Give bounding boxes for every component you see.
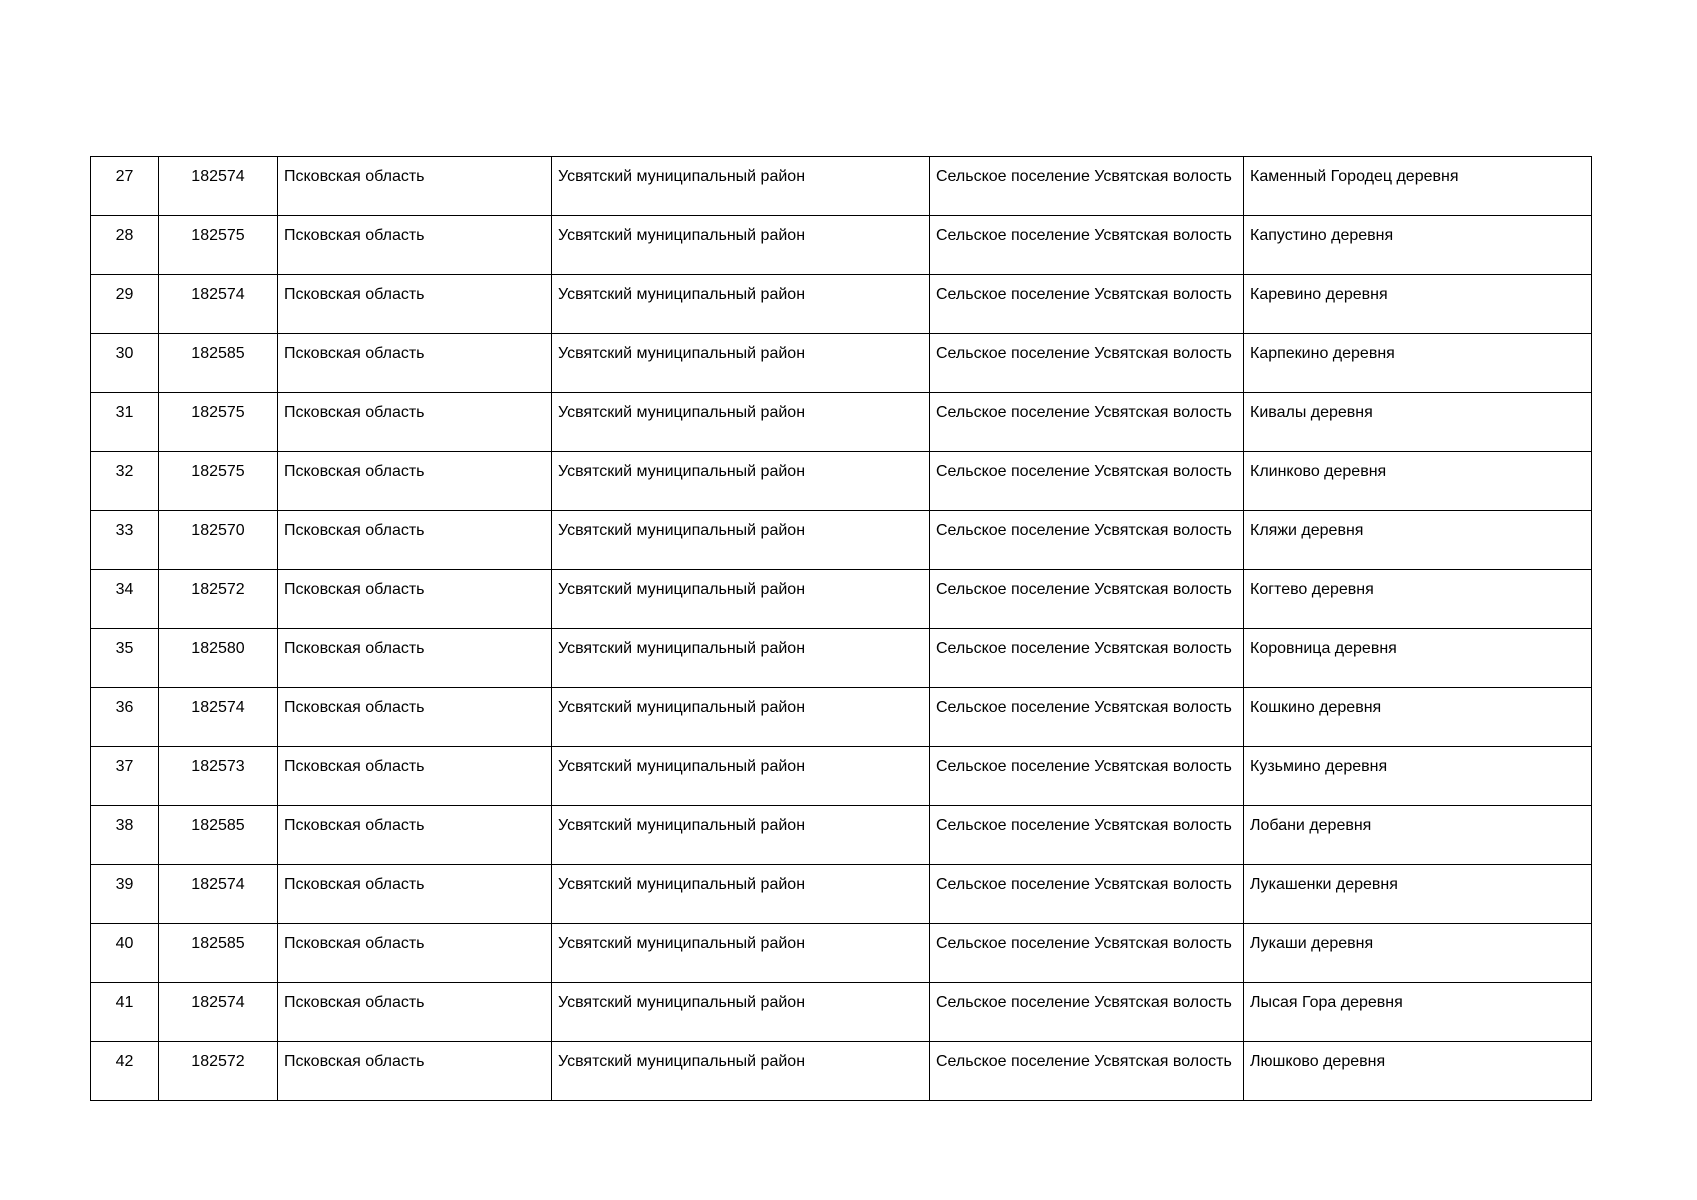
settlement-cell: Сельское поселение Усвятская волость: [930, 865, 1244, 924]
locality-cell: Люшково деревня: [1244, 1042, 1592, 1101]
row-number-cell: 41: [91, 983, 159, 1042]
settlement-cell: Сельское поселение Усвятская волость: [930, 1042, 1244, 1101]
settlement-cell: Сельское поселение Усвятская волость: [930, 334, 1244, 393]
postal-index-cell: 182574: [159, 983, 278, 1042]
locality-cell: Лукашенки деревня: [1244, 865, 1592, 924]
district-cell: Усвятский муниципальный район: [552, 983, 930, 1042]
row-number-cell: 37: [91, 747, 159, 806]
row-number-cell: 42: [91, 1042, 159, 1101]
region-cell: Псковская область: [278, 806, 552, 865]
postal-index-cell: 182574: [159, 688, 278, 747]
locality-cell: Клинково деревня: [1244, 452, 1592, 511]
district-cell: Усвятский муниципальный район: [552, 452, 930, 511]
settlement-cell: Сельское поселение Усвятская волость: [930, 393, 1244, 452]
postal-index-cell: 182574: [159, 157, 278, 216]
table-row: [91, 157, 1592, 216]
row-number-cell: 39: [91, 865, 159, 924]
settlement-cell: Сельское поселение Усвятская волость: [930, 216, 1244, 275]
locality-cell: Когтево деревня: [1244, 570, 1592, 629]
district-cell: Усвятский муниципальный район: [552, 570, 930, 629]
row-number-cell: 28: [91, 216, 159, 275]
region-cell: Псковская область: [278, 1042, 552, 1101]
row-number-cell: 33: [91, 511, 159, 570]
table-row: [91, 334, 1592, 393]
settlement-cell: Сельское поселение Усвятская волость: [930, 570, 1244, 629]
postal-index-cell: 182572: [159, 1042, 278, 1101]
district-cell: Усвятский муниципальный район: [552, 393, 930, 452]
row-number-cell: 32: [91, 452, 159, 511]
row-number-cell: 27: [91, 157, 159, 216]
postal-index-cell: 182575: [159, 216, 278, 275]
postal-index-cell: 182580: [159, 629, 278, 688]
postal-index-cell: 182573: [159, 747, 278, 806]
locality-cell: Капустино деревня: [1244, 216, 1592, 275]
district-cell: Усвятский муниципальный район: [552, 511, 930, 570]
row-number-cell: 36: [91, 688, 159, 747]
table-row: [91, 216, 1592, 275]
settlement-cell: Сельское поселение Усвятская волость: [930, 629, 1244, 688]
table-body: [91, 157, 1592, 1101]
postal-index-cell: 182572: [159, 570, 278, 629]
row-number-cell: 31: [91, 393, 159, 452]
settlement-cell: Сельское поселение Усвятская волость: [930, 983, 1244, 1042]
table-row: [91, 452, 1592, 511]
locality-cell: Кошкино деревня: [1244, 688, 1592, 747]
region-cell: Псковская область: [278, 570, 552, 629]
settlement-cell: Сельское поселение Усвятская волость: [930, 157, 1244, 216]
region-cell: Псковская область: [278, 747, 552, 806]
table-row: [91, 924, 1592, 983]
locality-cell: Лобани деревня: [1244, 806, 1592, 865]
locality-cell: Каменный Городец деревня: [1244, 157, 1592, 216]
table-row: [91, 511, 1592, 570]
locality-cell: Кивалы деревня: [1244, 393, 1592, 452]
row-number-cell: 34: [91, 570, 159, 629]
region-cell: Псковская область: [278, 511, 552, 570]
postal-index-cell: 182585: [159, 806, 278, 865]
postal-index-cell: 182570: [159, 511, 278, 570]
postal-index-cell: 182574: [159, 865, 278, 924]
region-cell: Псковская область: [278, 865, 552, 924]
region-cell: Псковская область: [278, 275, 552, 334]
table-row: [91, 865, 1592, 924]
district-cell: Усвятский муниципальный район: [552, 865, 930, 924]
row-number-cell: 29: [91, 275, 159, 334]
district-cell: Усвятский муниципальный район: [552, 334, 930, 393]
table-row: [91, 1042, 1592, 1101]
settlement-cell: Сельское поселение Усвятская волость: [930, 688, 1244, 747]
table-row: [91, 806, 1592, 865]
region-cell: Псковская область: [278, 983, 552, 1042]
district-cell: Усвятский муниципальный район: [552, 275, 930, 334]
district-cell: Усвятский муниципальный район: [552, 216, 930, 275]
postal-index-cell: 182575: [159, 452, 278, 511]
settlement-cell: Сельское поселение Усвятская волость: [930, 511, 1244, 570]
postal-index-cell: 182585: [159, 924, 278, 983]
district-cell: Усвятский муниципальный район: [552, 629, 930, 688]
table-row: [91, 570, 1592, 629]
district-cell: Усвятский муниципальный район: [552, 157, 930, 216]
settlements-table: [90, 156, 1592, 1101]
locality-cell: Кляжи деревня: [1244, 511, 1592, 570]
region-cell: Псковская область: [278, 157, 552, 216]
region-cell: Псковская область: [278, 629, 552, 688]
postal-index-cell: 182575: [159, 393, 278, 452]
table-row: [91, 629, 1592, 688]
table-row: [91, 688, 1592, 747]
table-row: [91, 747, 1592, 806]
table-row: [91, 393, 1592, 452]
postal-index-cell: 182574: [159, 275, 278, 334]
district-cell: Усвятский муниципальный район: [552, 688, 930, 747]
region-cell: Псковская область: [278, 216, 552, 275]
region-cell: Псковская область: [278, 334, 552, 393]
settlement-cell: Сельское поселение Усвятская волость: [930, 275, 1244, 334]
settlement-cell: Сельское поселение Усвятская волость: [930, 452, 1244, 511]
region-cell: Псковская область: [278, 924, 552, 983]
region-cell: Псковская область: [278, 452, 552, 511]
settlement-cell: Сельское поселение Усвятская волость: [930, 747, 1244, 806]
district-cell: Усвятский муниципальный район: [552, 806, 930, 865]
row-number-cell: 35: [91, 629, 159, 688]
region-cell: Псковская область: [278, 393, 552, 452]
locality-cell: Лысая Гора деревня: [1244, 983, 1592, 1042]
postal-index-cell: 182585: [159, 334, 278, 393]
locality-cell: Каревино деревня: [1244, 275, 1592, 334]
table-row: [91, 983, 1592, 1042]
district-cell: Усвятский муниципальный район: [552, 924, 930, 983]
table-row: [91, 275, 1592, 334]
locality-cell: Лукаши деревня: [1244, 924, 1592, 983]
row-number-cell: 38: [91, 806, 159, 865]
district-cell: Усвятский муниципальный район: [552, 1042, 930, 1101]
settlement-cell: Сельское поселение Усвятская волость: [930, 806, 1244, 865]
settlement-cell: Сельское поселение Усвятская волость: [930, 924, 1244, 983]
locality-cell: Карпекино деревня: [1244, 334, 1592, 393]
locality-cell: Коровница деревня: [1244, 629, 1592, 688]
row-number-cell: 30: [91, 334, 159, 393]
region-cell: Псковская область: [278, 688, 552, 747]
locality-cell: Кузьмино деревня: [1244, 747, 1592, 806]
row-number-cell: 40: [91, 924, 159, 983]
district-cell: Усвятский муниципальный район: [552, 747, 930, 806]
